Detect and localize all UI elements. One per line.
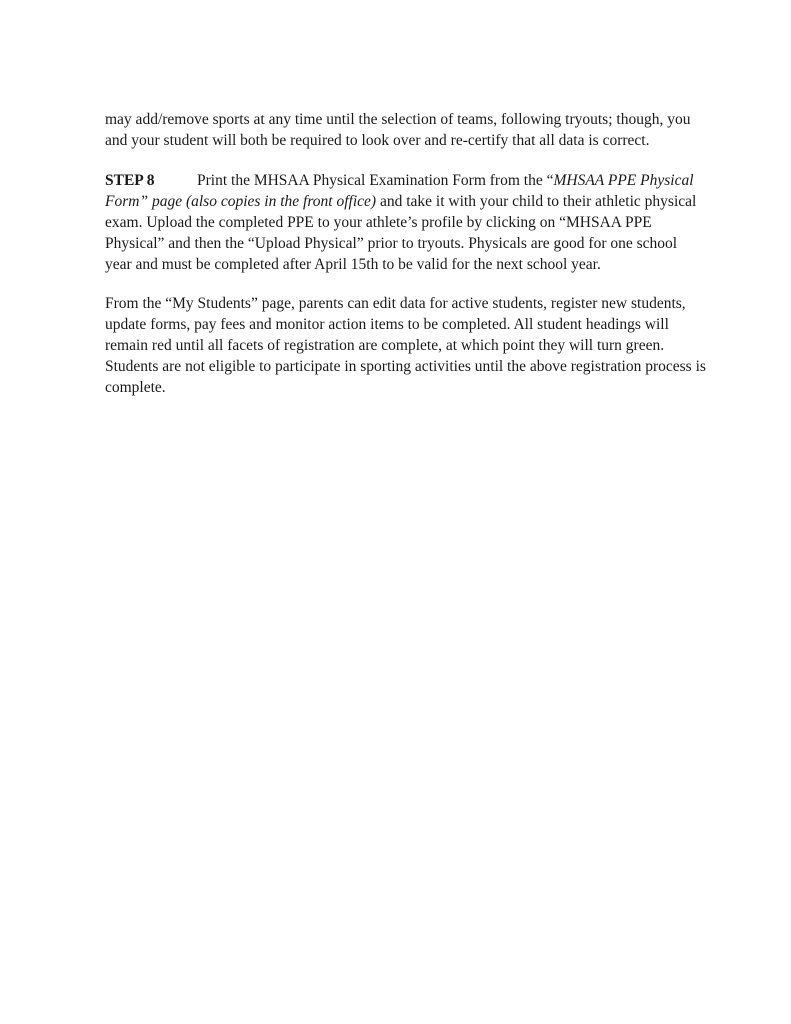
step-8-label: STEP 8 [105,172,155,189]
step-8-form-title-cont: Form” page (also copies in the front office) [105,193,377,210]
step-8-paragraph [105,170,705,275]
my-students-paragraph [105,293,705,398]
text-line [105,170,705,191]
text-line: complete. [105,379,166,396]
text-line: Students are not eligible to participate in sporting activities until the above registration process is [105,358,706,375]
text-line: exam. Upload the completed PPE to your athlete’s profile by clicking on “MHSAA PPE [105,214,652,231]
step-8-text: and take it with your child to their athletic physical [376,193,697,210]
text-line: update forms, pay fees and monitor action items to be completed. All student headings will [105,316,669,333]
text-line [105,191,705,212]
text-line: Physical” and then the “Upload Physical” prior to tryouts. Physicals are good for one school [105,235,678,252]
text-line: remain red until all facets of registration are complete, at which point they will turn green. [105,337,665,354]
text-line: year and must be completed after April 15th to be valid for the next school year. [105,256,601,273]
step-8-text: Print the MHSAA Physical Examination Form from the “ [197,172,554,189]
text-line: From the “My Students” page, parents can edit data for active students, register new students, [105,295,686,312]
text-line: may add/remove sports at any time until the selection of teams, following tryouts; though, you [105,111,691,128]
intro-paragraph [105,109,705,151]
text-line: and your student will both be required to look over and re-certify that all data is correct. [105,132,650,149]
step-8-form-title: MHSAA PPE Physical [553,172,694,189]
